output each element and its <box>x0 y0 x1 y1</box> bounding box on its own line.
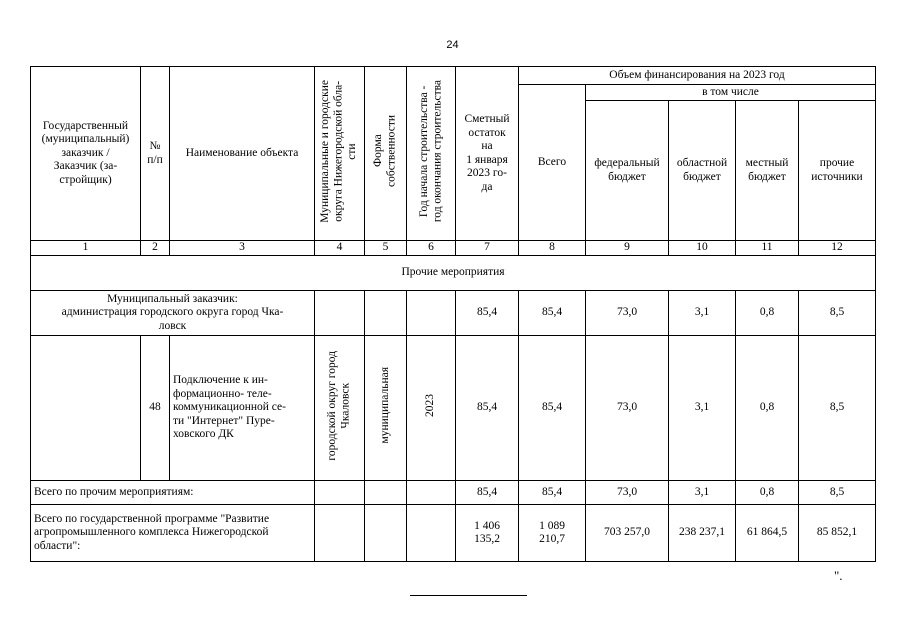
other-value: 8,5 <box>799 336 876 481</box>
other-value: 8,5 <box>799 481 876 505</box>
header-local: местный бюджет <box>736 101 799 241</box>
object-years <box>407 336 456 481</box>
header-ownership <box>365 67 407 241</box>
local-value: 0,8 <box>736 291 799 336</box>
page-number: 24 <box>446 39 459 51</box>
empty-cell <box>407 505 456 562</box>
column-numbers-row <box>31 241 876 256</box>
regional-value: 3,1 <box>669 481 736 505</box>
header-funding-group: Объем финансирования на 2023 год <box>519 67 876 85</box>
header-remainder: Сметный остаток на 1 января 2023 го- да <box>456 67 519 241</box>
header-municipality-text: Муниципальные и городские округа Нижегородской обла- сти <box>319 79 359 223</box>
column-number: 10 <box>669 241 736 256</box>
federal-value: 703 257,0 <box>586 505 669 562</box>
header-customer: Государственный (муниципальный) заказчик / Заказчик (за- стройщик) <box>31 67 141 241</box>
total-value: 1 089 210,7 <box>519 505 586 562</box>
empty-cell <box>315 481 365 505</box>
column-number: 5 <box>365 241 407 256</box>
empty-cell <box>407 291 456 336</box>
total-value: 85,4 <box>519 291 586 336</box>
empty-cell <box>365 505 407 562</box>
header-federal: федеральный бюджет <box>586 101 669 241</box>
empty-cell <box>31 336 141 481</box>
header-years <box>407 67 456 241</box>
object-ownership <box>365 336 407 481</box>
subtotal-row <box>31 481 876 505</box>
object-municipality-text: городской округ город Чкаловск <box>326 350 352 461</box>
column-number: 7 <box>456 241 519 256</box>
header-total: Всего <box>519 85 586 241</box>
column-number: 4 <box>315 241 365 256</box>
header-including: в том числе <box>586 85 876 101</box>
grand-total-row <box>31 505 876 562</box>
remainder-value: 85,4 <box>456 336 519 481</box>
regional-value: 3,1 <box>669 291 736 336</box>
subtotal-label: Всего по прочим мероприятиям: <box>31 481 315 505</box>
federal-value: 73,0 <box>586 291 669 336</box>
regional-value: 3,1 <box>669 336 736 481</box>
empty-cell <box>315 291 365 336</box>
header-object-name: Наименование объекта <box>170 67 315 241</box>
closing-quote-mark: ". <box>834 568 843 583</box>
column-number: 9 <box>586 241 669 256</box>
empty-cell <box>365 481 407 505</box>
regional-value: 238 237,1 <box>669 505 736 562</box>
header-number: № п/п <box>141 67 170 241</box>
header-municipality <box>315 67 365 241</box>
remainder-value: 1 406 135,2 <box>456 505 519 562</box>
federal-value: 73,0 <box>586 336 669 481</box>
column-number: 6 <box>407 241 456 256</box>
column-number: 12 <box>799 241 876 256</box>
empty-cell <box>315 505 365 562</box>
remainder-value: 85,4 <box>456 481 519 505</box>
empty-cell <box>407 481 456 505</box>
object-municipality <box>315 336 365 481</box>
object-ownership-text: муниципальная <box>378 367 391 445</box>
empty-cell <box>365 291 407 336</box>
header-ownership-text: Форма собственности <box>372 115 398 188</box>
object-years-text: 2023 <box>424 394 437 418</box>
federal-value: 73,0 <box>586 481 669 505</box>
column-number: 8 <box>519 241 586 256</box>
header-other: прочие источники <box>799 101 876 241</box>
customer-label: Муниципальный заказчик: администрация городского округа город Чка- ловск <box>31 291 315 336</box>
column-number: 2 <box>141 241 170 256</box>
column-number: 1 <box>31 241 141 256</box>
total-value: 85,4 <box>519 481 586 505</box>
funding-table <box>30 66 876 562</box>
object-name: Подключение к ин- формационно- теле- коммуникационной се- ти "Интернет" Пуре- ховского ДК <box>170 336 315 481</box>
total-value: 85,4 <box>519 336 586 481</box>
other-value: 8,5 <box>799 291 876 336</box>
other-value: 85 852,1 <box>799 505 876 562</box>
remainder-value: 85,4 <box>456 291 519 336</box>
section-title: Прочие мероприятия <box>31 256 876 291</box>
local-value: 0,8 <box>736 481 799 505</box>
column-number: 3 <box>170 241 315 256</box>
object-number: 48 <box>141 336 170 481</box>
grand-total-label: Всего по государственной программе "Развитие агропромышленного комплекса Нижегородской области": <box>31 505 315 562</box>
object-row <box>31 336 876 481</box>
local-value: 0,8 <box>736 336 799 481</box>
local-value: 61 864,5 <box>736 505 799 562</box>
header-years-text: Год начала строительства - год окончания строительства <box>417 80 443 223</box>
footer-rule <box>410 595 527 596</box>
customer-row <box>31 291 876 336</box>
header-regional: областной бюджет <box>669 101 736 241</box>
column-number: 11 <box>736 241 799 256</box>
